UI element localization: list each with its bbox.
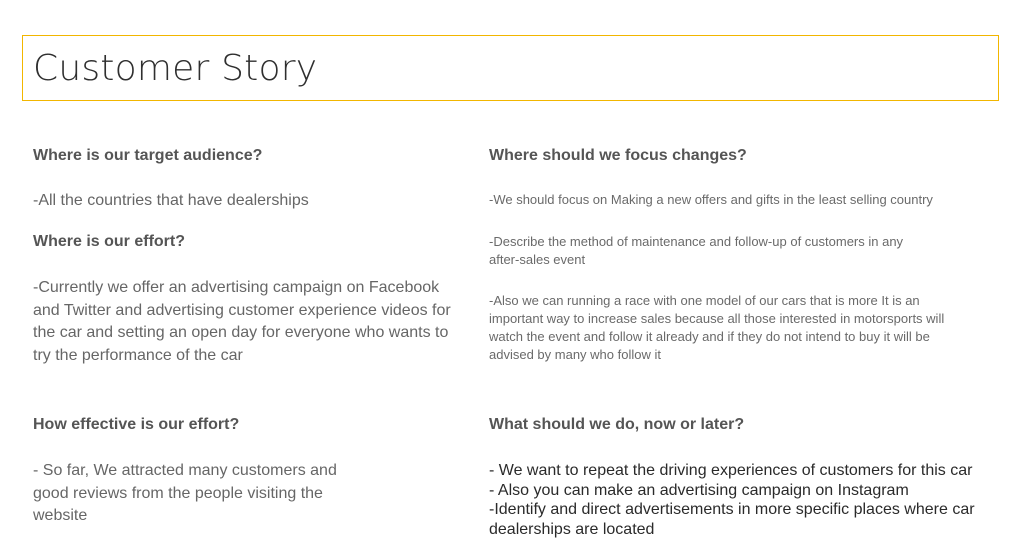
heading-our-effort: Where is our effort?: [33, 233, 186, 250]
heading-focus-changes: Where should we focus changes?: [489, 147, 747, 164]
heading-now-or-later: What should we do, now or later?: [489, 416, 745, 433]
page-title: Customer Story: [33, 47, 318, 89]
heading-effort-effectiveness: How effective is our effort?: [33, 416, 240, 433]
focus-point-3: -Also we can running a race with one model of our cars that is more It is an important way to increase sales because all those interested in motorsports will watch the event and follow it already and if they do not intend to buy it will be advised by many who follow it: [489, 293, 945, 362]
answer-our-effort: -Currently we offer an advertising campaign on Facebook and Twitter and advertising customer experience videos for the car and setting an open day for everyone who wants to try the performance of the car: [33, 279, 451, 364]
list-item: - We want to repeat the driving experiences of customers for this car: [489, 462, 973, 479]
title-box: [22, 35, 999, 101]
heading-target-audience: Where is our target audience?: [33, 147, 263, 164]
now-or-later-list: [489, 461, 994, 539]
focus-point-2: -Describe the method of maintenance and follow-up of customers in any after-sales event: [489, 234, 904, 267]
answer-effort-effectiveness: - So far, We attracted many customers and good reviews from the people visiting the website: [33, 462, 337, 524]
focus-point-1: -We should focus on Making a new offers and gifts in the least selling country: [489, 192, 933, 207]
list-item: - Also you can make an advertising campaign on Instagram: [489, 481, 909, 499]
answer-target-audience: -All the countries that have dealerships: [33, 192, 309, 209]
list-item: -Identify and direct advertisements in more specific places where car dealerships are located: [489, 501, 975, 538]
